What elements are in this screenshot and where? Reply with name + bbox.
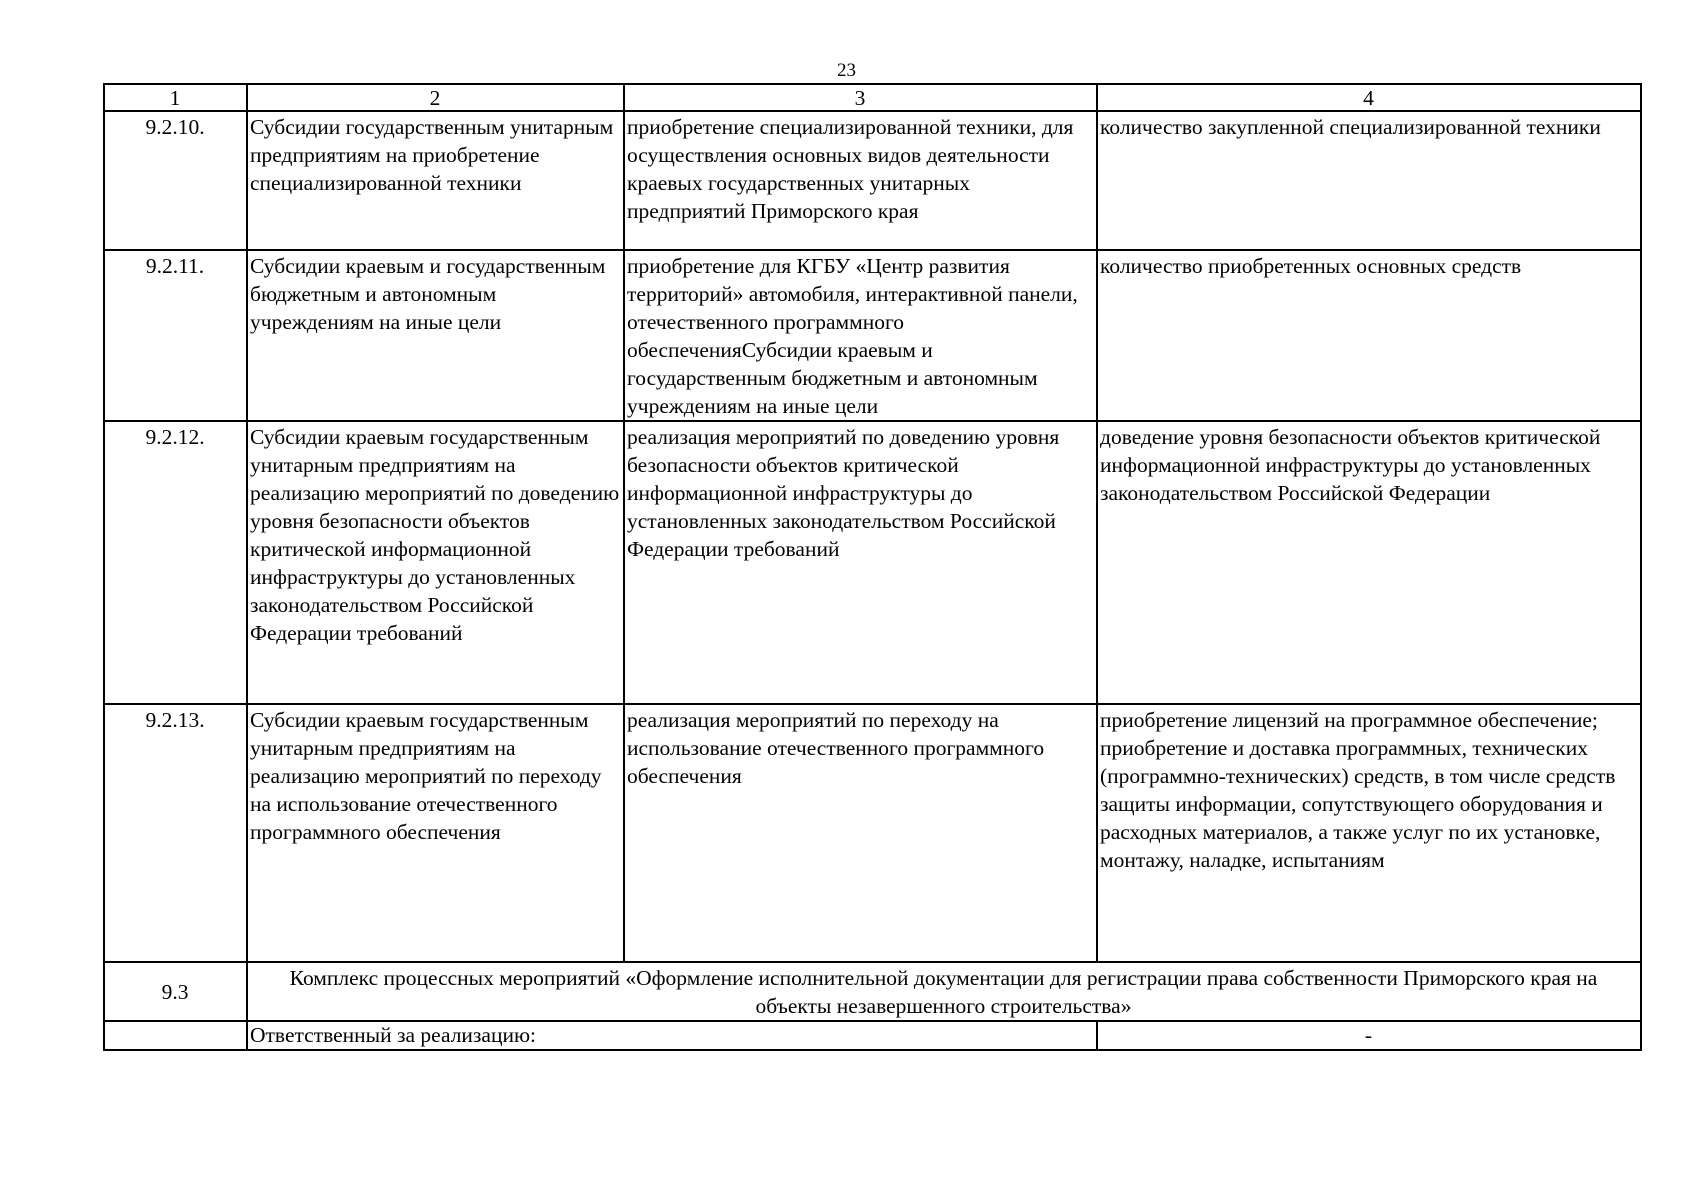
responsible-empty-cell — [104, 1021, 247, 1050]
table-row — [104, 704, 1641, 962]
row-number: 9.2.13. — [104, 704, 247, 962]
measure-indicator: приобретение лицензий на программное обеспечение; приобретение и доставка программных, технических (программно-технических) средств, в том числе средств защиты информации, сопутствующего оборудования и расходных материалов, а также услуг по их установке, монтажу, наладке, испытаниям — [1097, 704, 1641, 962]
table-row — [104, 421, 1641, 704]
row-number: 9.2.12. — [104, 421, 247, 704]
row-number: 9.2.10. — [104, 111, 247, 250]
responsible-row — [104, 1021, 1641, 1050]
header-cell-4: 4 — [1097, 84, 1641, 111]
header-cell-3: 3 — [624, 84, 1097, 111]
measure-name: Субсидии краевым государственным унитарным предприятиям на реализацию мероприятий по переходу на использование отечественного программного обеспечения — [247, 704, 624, 962]
responsible-label: Ответственный за реализацию: — [247, 1021, 1097, 1050]
measure-result: приобретение специализированной техники, для осуществления основных видов деятельности краевых государственных унитарных предприятий Приморского края — [624, 111, 1097, 250]
measure-result: реализация мероприятий по переходу на использование отечественного программного обеспечения — [624, 704, 1097, 962]
measure-result: приобретение для КГБУ «Центр развития территорий» автомобиля, интерактивной панели, отечественного программного обеспеченияСубсидии краевым и государственным бюджетным и автономным учреждениям на иные цели — [624, 250, 1097, 421]
table-header-row — [104, 84, 1641, 111]
measure-name: Субсидии государственным унитарным предприятиям на приобретение специализированной техники — [247, 111, 624, 250]
page-number: 23 — [837, 60, 856, 81]
measure-indicator: количество приобретенных основных средств — [1097, 250, 1641, 421]
header-cell-1: 1 — [104, 84, 247, 111]
measure-result: реализация мероприятий по доведению уровня безопасности объектов критической информационной инфраструктуры до установленных законодательством Российской Федерации требований — [624, 421, 1097, 704]
measure-name: Субсидии краевым и государственным бюджетным и автономным учреждениям на иные цели — [247, 250, 624, 421]
responsible-value: - — [1097, 1021, 1641, 1050]
table-row — [104, 250, 1641, 421]
measure-indicator: количество закупленной специализированной техники — [1097, 111, 1641, 250]
complex-number: 9.3 — [104, 962, 247, 1021]
complex-row — [104, 962, 1641, 1021]
complex-title: Комплекс процессных мероприятий «Оформление исполнительной документации для регистрации права собственности Приморского края на объекты незавершенного строительства» — [247, 962, 1641, 1021]
measure-indicator: доведение уровня безопасности объектов критической информационной инфраструктуры до установленных законодательством Российской Федерации — [1097, 421, 1641, 704]
row-number: 9.2.11. — [104, 250, 247, 421]
measure-name: Субсидии краевым государственным унитарным предприятиям на реализацию мероприятий по доведению уровня безопасности объектов критической информационной инфраструктуры до установленных законодательством Российской Федерации требований — [247, 421, 624, 704]
header-cell-2: 2 — [247, 84, 624, 111]
measures-table — [103, 83, 1642, 1051]
table-row — [104, 111, 1641, 250]
